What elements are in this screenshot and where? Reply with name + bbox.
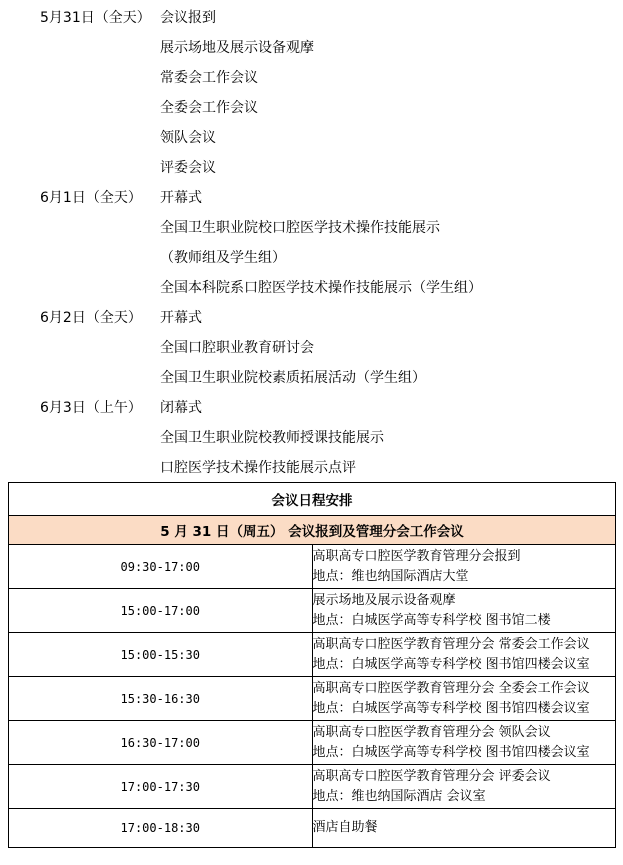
overview-date: 6月2日（全天） bbox=[40, 310, 142, 326]
event-title: 高职高专口腔医学教育管理分会 全委会工作会议 bbox=[312, 680, 590, 696]
overview-item: 全国口腔职业教育研讨会 bbox=[160, 340, 314, 356]
event-time: 15:00-17:00 bbox=[9, 589, 313, 633]
event-description bbox=[312, 765, 616, 809]
event-description bbox=[312, 545, 616, 589]
event-location: 地点：白城医学高等专科学校 图书馆四楼会议室 bbox=[312, 700, 590, 716]
overview-item: （教师组及学生组） bbox=[160, 250, 286, 266]
event-title: 高职高专口腔医学教育管理分会 领队会议 bbox=[312, 724, 551, 740]
schedule-row bbox=[9, 765, 616, 809]
event-title: 高职高专口腔医学教育管理分会 评委会议 bbox=[312, 768, 551, 784]
overview-date: 6月1日（全天） bbox=[40, 190, 142, 206]
event-title: 高职高专口腔医学教育管理分会报到 bbox=[312, 548, 521, 564]
overview-item: 会议报到 bbox=[160, 10, 216, 26]
schedule-row bbox=[9, 633, 616, 677]
event-time: 16:30-17:00 bbox=[9, 721, 313, 765]
event-time: 15:00-15:30 bbox=[9, 633, 313, 677]
overview-item: 全委会工作会议 bbox=[160, 100, 258, 116]
overview-item: 全国卫生职业院校教师授课技能展示 bbox=[160, 430, 384, 446]
overview-date: 5月31日（全天） bbox=[40, 10, 151, 26]
schedule-title: 会议日程安排 bbox=[9, 483, 616, 516]
event-location: 地点：白城医学高等专科学校 图书馆四楼会议室 bbox=[312, 744, 590, 760]
event-time: 15:30-16:30 bbox=[9, 677, 313, 721]
event-location: 地点：白城医学高等专科学校 图书馆四楼会议室 bbox=[312, 656, 590, 672]
event-title: 展示场地及展示设备观摩 bbox=[312, 592, 456, 608]
event-title: 高职高专口腔医学教育管理分会 常委会工作会议 bbox=[312, 636, 590, 652]
overview-item: 全国卫生职业院校素质拓展活动（学生组） bbox=[160, 370, 426, 386]
event-description bbox=[312, 809, 616, 848]
event-description bbox=[312, 589, 616, 633]
event-time: 09:30-17:00 bbox=[9, 545, 313, 589]
schedule-row bbox=[9, 809, 616, 848]
overview-item: 领队会议 bbox=[160, 130, 216, 146]
event-location: 地点：维也纳国际酒店大堂 bbox=[312, 568, 469, 584]
overview-item: 开幕式 bbox=[160, 310, 202, 326]
event-description bbox=[312, 677, 616, 721]
overview-item: 常委会工作会议 bbox=[160, 70, 258, 86]
event-time: 17:00-17:30 bbox=[9, 765, 313, 809]
overview-item: 展示场地及展示设备观摩 bbox=[160, 40, 314, 56]
schedule-table bbox=[8, 482, 616, 848]
overview-item: 闭幕式 bbox=[160, 400, 202, 416]
schedule-row bbox=[9, 589, 616, 633]
overview-item: 评委会议 bbox=[160, 160, 216, 176]
schedule-row bbox=[9, 721, 616, 765]
overview-item: 全国卫生职业院校口腔医学技术操作技能展示 bbox=[160, 220, 440, 236]
schedule-row bbox=[9, 545, 616, 589]
overview-item: 口腔医学技术操作技能展示点评 bbox=[160, 460, 356, 476]
event-time: 17:00-18:30 bbox=[9, 809, 313, 848]
event-description bbox=[312, 633, 616, 677]
event-description bbox=[312, 721, 616, 765]
overview-item: 开幕式 bbox=[160, 190, 202, 206]
event-title: 酒店自助餐 bbox=[312, 820, 378, 835]
overview-date: 6月3日（上午） bbox=[40, 400, 142, 416]
day-header: 5 月 31 日（周五） 会议报到及管理分会工作会议 bbox=[9, 516, 616, 545]
schedule-row bbox=[9, 677, 616, 721]
event-location: 地点：白城医学高等专科学校 图书馆二楼 bbox=[312, 612, 551, 628]
overview-item: 全国本科院系口腔医学技术操作技能展示（学生组） bbox=[160, 280, 482, 296]
event-location: 地点：维也纳国际酒店 会议室 bbox=[312, 788, 486, 804]
